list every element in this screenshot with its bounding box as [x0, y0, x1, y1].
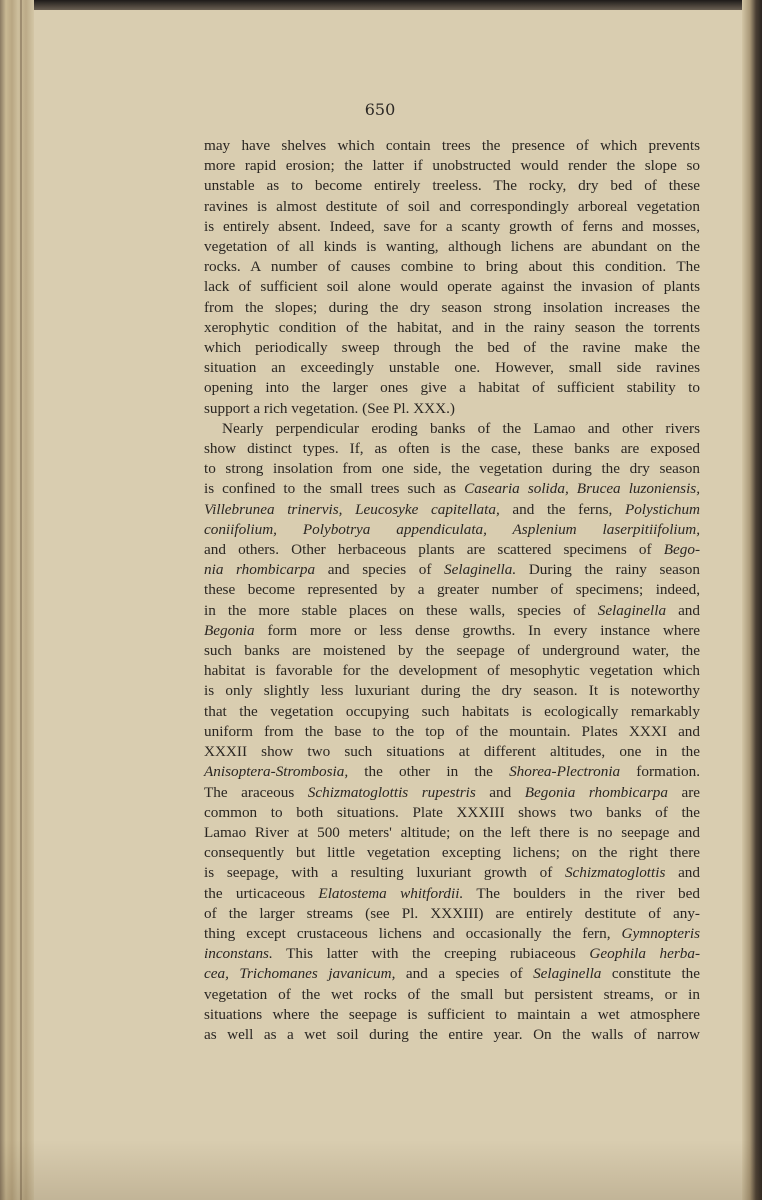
text-line — [204, 904, 700, 924]
text-line — [204, 762, 700, 782]
line-segment: in the more stable places on these walls, species of — [204, 601, 598, 619]
text-line — [204, 742, 700, 762]
species-name: Begonia rhombicarpa — [524, 783, 668, 801]
line-segment: show distinct types. If, as often is the case, these banks are exposed — [204, 440, 700, 458]
text-line — [204, 338, 700, 358]
species-name: Anisoptera-Strombosia, — [204, 763, 349, 781]
text-line — [204, 803, 700, 823]
line-segment: situations where the seepage is sufficient to maintain a wet atmosphere — [204, 1005, 700, 1023]
species-name: Gymnopteris — [621, 924, 700, 942]
line-segment: XXXII show two such situations at different altitudes, one in the — [204, 743, 700, 761]
line-segment: vegetation of the wet rocks of the small but persistent streams, or in — [204, 985, 700, 1003]
species-name: Selaginella — [597, 601, 667, 619]
body-text — [204, 136, 700, 1045]
page-top-edge — [0, 0, 762, 10]
line-segment: uniform from the base to the top of the mountain. Plates XXXI and — [204, 722, 700, 740]
text-line — [204, 1025, 700, 1045]
text-line — [204, 419, 700, 439]
text-line — [204, 641, 700, 661]
text-line — [204, 601, 700, 621]
text-line — [204, 722, 700, 742]
species-name: cea, Trichomanes javanicum, — [204, 965, 396, 983]
page-number: 650 — [364, 100, 396, 119]
text-line — [204, 884, 700, 904]
text-line — [204, 621, 700, 641]
line-segment: During the rainy season — [516, 561, 700, 579]
line-segment: situation an exceedingly unstable one. However, small side ravines — [204, 359, 700, 377]
spine-crease — [20, 0, 22, 1200]
text-line — [204, 378, 700, 398]
species-name: Shorea-Plectronia — [509, 763, 621, 781]
line-segment: The boulders in the river bed — [463, 884, 700, 902]
line-segment: may have shelves which contain trees the presence of which prevents — [204, 137, 700, 154]
line-segment: and others. Other herbaceous plants are scattered specimens of — [204, 541, 664, 559]
text-line — [204, 823, 700, 843]
species-name: inconstans. — [204, 945, 273, 963]
species-name: nia rhombicarpa — [204, 561, 316, 579]
species-name: Villebrunea trinervis, Leucosyke capitellata, — [204, 500, 500, 518]
text-line — [204, 459, 700, 479]
line-segment: which periodically sweep through the bed of the ravine make the — [204, 339, 700, 357]
line-segment: support a rich vegetation. (See Pl. XXX.) — [204, 399, 455, 417]
line-segment: and — [666, 601, 700, 619]
line-segment: and — [665, 864, 700, 882]
text-line — [204, 257, 700, 277]
line-segment: and — [475, 783, 525, 801]
line-segment: Lamao River at 500 meters' altitude; on the left there is no seepage and — [204, 823, 700, 841]
book-spine-edge — [0, 0, 34, 1200]
line-segment: that the vegetation occupying such habitats is ecologically remarkably — [204, 702, 700, 720]
text-line — [204, 1005, 700, 1025]
text-line — [204, 924, 700, 944]
line-segment: habitat is favorable for the development of mesophytic vegetation which — [204, 662, 700, 680]
text-line — [204, 783, 700, 803]
line-segment: vegetation of all kinds is wanting, although lichens are abundant on the — [204, 238, 700, 256]
text-line — [204, 560, 700, 580]
text-line — [204, 681, 700, 701]
line-segment: and the ferns, — [499, 500, 625, 518]
line-segment: Nearly perpendicular eroding banks of the Lamao and other rivers — [222, 419, 700, 437]
text-line — [204, 702, 700, 722]
text-line — [204, 580, 700, 600]
line-segment: lack of sufficient soil alone would operate against the invasion of plants — [204, 278, 700, 296]
line-segment: the other in the — [348, 763, 510, 781]
text-line — [204, 964, 700, 984]
line-segment: constitute the — [601, 965, 700, 983]
species-name: Begonia — [204, 621, 255, 639]
line-segment: as well as a wet soil during the entire year. On the walls of narrow — [204, 1025, 700, 1043]
species-name: Geophila herba- — [589, 945, 701, 963]
line-segment: from the slopes; during the dry season strong insolation increases the — [204, 298, 700, 316]
text-line — [204, 985, 700, 1005]
text-line — [204, 298, 700, 318]
text-line — [204, 156, 700, 176]
line-segment: is confined to the small trees such as — [204, 480, 465, 498]
text-line — [204, 136, 700, 156]
text-line — [204, 277, 700, 297]
line-segment: opening into the larger ones give a habitat of sufficient stability to — [204, 379, 700, 397]
text-line — [204, 217, 700, 237]
species-name: Polystichum — [624, 500, 701, 518]
line-segment: are — [667, 783, 701, 801]
line-segment: these become represented by a greater number of specimens; indeed, — [204, 581, 700, 599]
text-line — [204, 661, 700, 681]
text-line — [204, 399, 700, 419]
page-right-edge — [742, 0, 762, 1200]
text-line — [204, 843, 700, 863]
species-name: Schizmatoglottis rupestris — [307, 783, 476, 801]
species-name: Casearia solida, Brucea luzoniensis, — [464, 480, 700, 498]
line-segment: and species of — [315, 561, 445, 579]
text-line — [204, 540, 700, 560]
line-segment: formation. — [620, 763, 700, 781]
text-line — [204, 237, 700, 257]
line-segment: thing except crustaceous lichens and occasionally the fern, — [204, 924, 622, 942]
line-segment: form more or less dense growths. In every instance where — [254, 621, 700, 639]
line-segment: This latter with the creeping rubiaceous — [272, 945, 590, 963]
text-line — [204, 479, 700, 499]
line-segment: of the larger streams (see Pl. XXXIII) are entirely destitute of any- — [204, 904, 700, 922]
line-segment: and a species of — [395, 965, 534, 983]
line-segment: rocks. A number of causes combine to bring about this condition. The — [204, 258, 700, 276]
line-segment: the urticaceous — [204, 884, 319, 902]
species-name: Bego- — [663, 541, 700, 559]
line-segment: such banks are moistened by the seepage of underground water, the — [204, 642, 700, 660]
page-bottom-shadow — [0, 1140, 762, 1200]
line-segment: is only slightly less luxuriant during the dry season. It is noteworthy — [204, 682, 700, 700]
line-segment: xerophytic condition of the habitat, and in the rainy season the torrents — [204, 318, 700, 336]
text-line — [204, 944, 700, 964]
line-segment: unstable as to become entirely treeless. The rocky, dry bed of these — [204, 177, 700, 195]
species-name: Elatostema whitfordii. — [318, 884, 464, 902]
text-line — [204, 520, 700, 540]
line-segment: The araceous — [204, 783, 308, 801]
species-name: Selaginella — [533, 965, 602, 983]
text-line — [204, 358, 700, 378]
line-segment: common to both situations. Plate XXXIII shows two banks of the — [204, 803, 700, 821]
species-name: coniifolium, Polybotrya appendiculata, Asplenium laserpitiifolium, — [204, 520, 700, 538]
line-segment: is seepage, with a resulting luxuriant growth of — [204, 864, 565, 882]
line-segment: consequently but little vegetation excepting lichens; on the right there — [204, 844, 700, 862]
text-line — [204, 176, 700, 196]
text-line — [204, 863, 700, 883]
line-segment: ravines is almost destitute of soil and correspondingly arboreal vegetation — [204, 197, 700, 215]
text-line — [204, 439, 700, 459]
text-line — [204, 318, 700, 338]
species-name: Schizmatoglottis — [564, 864, 666, 882]
text-line — [204, 500, 700, 520]
species-name: Selaginella. — [444, 561, 517, 579]
line-segment: more rapid erosion; the latter if unobstructed would render the slope so — [204, 157, 700, 175]
line-segment: to strong insolation from one side, the vegetation during the dry season — [204, 460, 700, 478]
text-line — [204, 197, 700, 217]
line-segment: is entirely absent. Indeed, save for a scanty growth of ferns and mosses, — [204, 217, 700, 235]
